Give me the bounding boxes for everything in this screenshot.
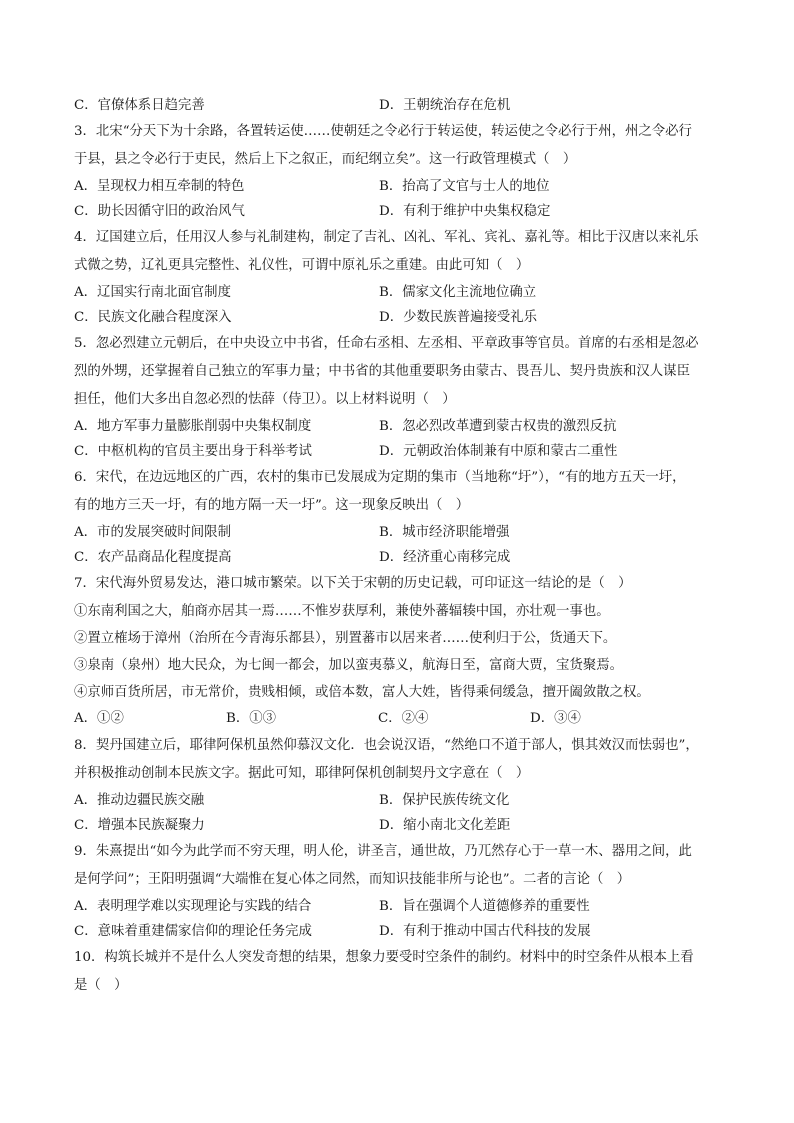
q7-stem-line-1: 7．宋代海外贸易发达，港口城市繁荣。以下关于宋朝的历史记载，可印证这一结论的是（ ） — [74, 576, 632, 591]
q7-option-b[interactable]: B．①③ — [226, 711, 277, 726]
q3-stem-line-2: 于县，县之令必行于吏民，然后上下之叙正，而纪纲立矣”。这一行政管理模式（ ） — [74, 152, 577, 167]
q4-options-ab — [74, 280, 724, 305]
q3-option-c[interactable]: C．助长因循守旧的政治风气 — [74, 204, 245, 219]
q5-stem-line-3: 担任，他们大多出自忽必烈的怯薛（侍卫）。以上材料说明（ ） — [74, 392, 456, 407]
q7-options — [74, 706, 724, 732]
q6-option-b[interactable]: B．城市经济职能增强 — [379, 525, 510, 540]
q9-option-b[interactable]: B．旨在强调个人道德修养的重要性 — [379, 899, 590, 914]
q7-option-d[interactable]: D．③④ — [530, 711, 581, 726]
q9-stem-line-2: 是何学问”；王阳明强调“大端惟在复心体之同然，而知识技能非所与论也”。二者的言论（ ） — [74, 872, 631, 887]
q6-stem-line-1: 6．宋代，在边远地区的广西，农村的集市已发展成为定期的集市（当地称“圩”），“有的地方五天一圩， — [74, 470, 686, 485]
q5-options-ab — [74, 414, 724, 439]
q8-options-ab — [74, 788, 724, 813]
q5-option-d[interactable]: D．元朝政治体制兼有中原和蒙古二重性 — [379, 444, 618, 459]
q8-options-cd — [74, 813, 724, 838]
q8-option-b[interactable]: B．保护民族传统文化 — [379, 793, 510, 808]
q4-option-c[interactable]: C．民族文化融合程度深入 — [74, 310, 232, 325]
q6-options-cd — [74, 545, 724, 570]
q5-option-b[interactable]: B．忽必烈改革遭到蒙古权贵的激烈反抗 — [379, 419, 617, 434]
q7-source-2: ②置立榷场于漳州（治所在今青海乐都县），别置蕃市以居来者……使利归于公，货通天下。 — [74, 631, 617, 646]
q6-option-d[interactable]: D．经济重心南移完成 — [379, 550, 511, 565]
q5-option-a[interactable]: A．地方军事力量膨胀削弱中央集权制度 — [74, 419, 312, 434]
q4-stem-line-2: 式微之势，辽礼更具完整性、礼仪性，可谓中原礼乐之重建。由此可知（ ） — [74, 258, 530, 273]
q8-stem-line-1: 8．契丹国建立后，耶律阿保机虽然仰慕汉文化．也会说汉语，“然绝口不道于部人，惧其效汉而怯弱也”， — [74, 738, 699, 753]
q3-options-ab — [74, 174, 724, 199]
q8-option-d[interactable]: D．缩小南北文化差距 — [379, 818, 511, 833]
q6-option-c[interactable]: C．农产品商品化程度提高 — [74, 550, 232, 565]
q3-option-d[interactable]: D．有利于维护中央集权稳定 — [379, 204, 551, 219]
q6-options-ab — [74, 520, 724, 545]
q4-option-d[interactable]: D．少数民族普遍接受礼乐 — [379, 310, 538, 325]
q9-option-a[interactable]: A．表明理学难以实现理论与实践的结合 — [74, 899, 312, 914]
q3-stem-line-1: 3．北宋“分天下为十余路，各置转运使……使朝廷之令必行于转运使，转运使之令必行于州，州之令必行 — [74, 124, 692, 139]
q2-option-c[interactable]: C．官僚体系日趋完善 — [74, 98, 205, 113]
q5-options-cd — [74, 439, 724, 464]
q3-options-cd — [74, 199, 724, 224]
q9-stem-line-1: 9．朱熹提出“如今为此学而不穷天理，明人伦，讲圣言，通世故，乃兀然存心于一草一木、器用之间，此 — [74, 844, 692, 859]
q5-stem-line-1: 5．忽必烈建立元朝后，在中央设立中书省，任命右丞相、左丞相、平章政事等官员。首席的右丞相是忽必 — [74, 336, 699, 351]
q6-option-a[interactable]: A．市的发展突破时间限制 — [74, 525, 231, 540]
q9-option-d[interactable]: D．有利于推动中国古代科技的发展 — [379, 924, 591, 939]
q9-options-cd — [74, 919, 724, 944]
q2-option-d[interactable]: D．王朝统治存在危机 — [379, 98, 511, 113]
q7-option-a[interactable]: A．①② — [74, 711, 124, 726]
q4-options-cd — [74, 305, 724, 330]
q5-stem-line-2: 烈的外甥，还掌握着自己独立的军事力量；中书省的其他重要职务由蒙古、畏吾儿、契丹贵族和汉人谋臣 — [74, 364, 690, 379]
q2-options-cd — [74, 93, 724, 118]
q7-source-4: ④京师百货所居，市无常价，贵贱相倾，或倍本数，富人大姓，皆得乘伺缓急，擅开阖敛散之权。 — [74, 685, 650, 700]
q4-option-a[interactable]: A．辽国实行南北面官制度 — [74, 285, 231, 300]
q9-option-c[interactable]: C．意味着重建儒家信仰的理论任务完成 — [74, 924, 312, 939]
q3-option-b[interactable]: B．抬高了文官与士人的地位 — [379, 179, 550, 194]
q9-options-ab — [74, 894, 724, 919]
q7-option-c[interactable]: C．②④ — [378, 711, 429, 726]
q7-source-3: ③泉南（泉州）地大民众，为七闽一都会，加以蛮夷慕义，航海日至，富商大贾，宝货聚焉。 — [74, 658, 624, 673]
q3-option-a[interactable]: A．呈现权力相互牵制的特色 — [74, 179, 245, 194]
q4-option-b[interactable]: B．儒家文化主流地位确立 — [379, 285, 537, 300]
q6-stem-line-2: 有的地方三天一圩，有的地方隔一天一圩”。这一现象反映出（ ） — [74, 498, 470, 513]
q4-stem-line-1: 4．辽国建立后，任用汉人参与礼制建构，制定了吉礼、凶礼、军礼、宾礼、嘉礼等。相比于汉唐以来礼乐 — [74, 230, 699, 245]
q8-option-a[interactable]: A．推动边疆民族交融 — [74, 793, 205, 808]
q10-stem-line-2: 是（ ） — [74, 978, 128, 993]
q5-option-c[interactable]: C．中枢机构的官员主要出身于科举考试 — [74, 444, 312, 459]
q7-source-1: ①东南利国之大，舶商亦居其一焉……不惟岁获厚利，兼使外蕃辐辏中国，亦壮观一事也。 — [74, 604, 610, 619]
question-list — [74, 93, 724, 1000]
q8-stem-line-2: 并积极推动创制本民族文字。据此可知，耶律阿保机创制契丹文字意在（ ） — [74, 766, 530, 781]
q8-option-c[interactable]: C．增强本民族凝聚力 — [74, 818, 205, 833]
q10-stem-line-1: 10．构筑长城并不是什么人突发奇想的结果，想象力要受时空条件的制约。材料中的时空条件从根本上看 — [74, 950, 694, 965]
